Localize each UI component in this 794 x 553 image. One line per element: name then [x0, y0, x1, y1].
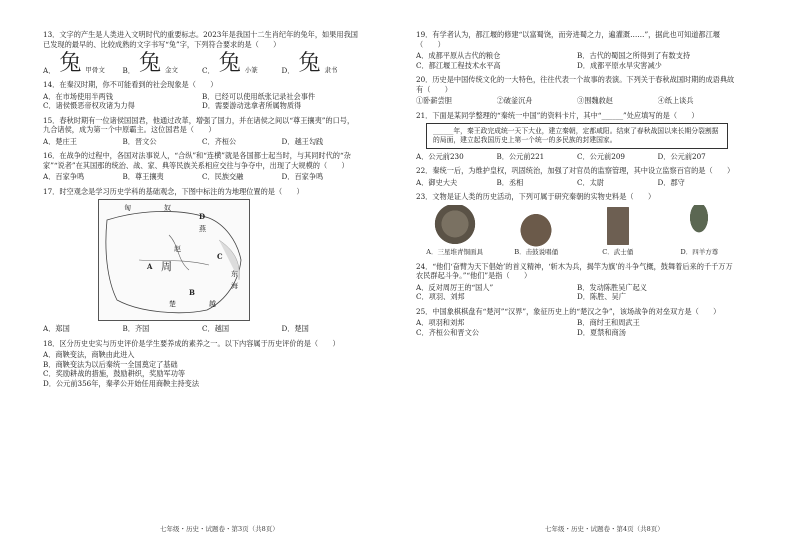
idiom-4[interactable]: ④纸上谈兵: [657, 96, 694, 105]
option-b[interactable]: B．齐国: [122, 324, 150, 333]
glyph-caption: 小篆: [244, 66, 258, 75]
question-stem: 20．历史是中国传统文化的一大特色，往往代表一个故事的表演。下列关于春秋战国时期的成语典故有（ ）: [416, 75, 735, 94]
map-label: 奴: [164, 204, 171, 212]
clerical-script-glyph: 兔: [298, 51, 321, 76]
option-a[interactable]: A．御史大夫: [416, 177, 458, 187]
glyph-caption: 甲骨文: [85, 66, 105, 75]
bronze-mask-image: [431, 205, 479, 247]
option-a[interactable]: A．商鞅变法，商鞅由此进入: [43, 350, 135, 359]
option-a[interactable]: [416, 205, 493, 257]
question-stem: 21．下面是某同学整理的“秦统一中国”的资料卡片，其中“______”处应填写的是（ ）: [416, 110, 699, 120]
idiom-2[interactable]: ②破釜沉舟: [496, 96, 533, 105]
map-label: 海: [231, 282, 238, 290]
map-marker-c: C: [217, 252, 223, 261]
map-label: 周: [161, 260, 172, 273]
question-stem: 16．在战争的过程中，各国对法事说人，“合纵”和“连横”就是各国都士起当时，与其同时代的“杂家”“说者”在其国那的统治、战、家、典等民族关系相应交往与争夺中，出现了大规模的（ ）: [43, 151, 351, 170]
option-a[interactable]: A．项羽和刘邦: [416, 318, 465, 328]
page-footer-left: 七年级・历史・试题卷・第3页（共8页）: [160, 525, 279, 533]
option-d[interactable]: D．越王勾践: [281, 136, 324, 146]
question-21: [416, 111, 738, 162]
option-a[interactable]: A．成都平原从古代的粮仓: [416, 51, 501, 60]
option-d[interactable]: D．夏禁和商汤: [577, 327, 626, 337]
map-label: 燕: [199, 225, 206, 233]
relic-caption: 四羊方尊: [692, 247, 719, 256]
option-c[interactable]: C．齐桓公: [202, 136, 237, 146]
option-d[interactable]: [282, 53, 362, 75]
option-letter: A．: [43, 65, 56, 75]
question-stem: 18．区分历史史实与历史评价是学生要养成的素养之一。以下内容属于历史评价的是（ ）: [43, 338, 340, 348]
question-stem: 22．秦统一后，为维护皇权，巩固统治，加强了对官员的监察管理，其中设立监察百官的是（ ）: [416, 166, 735, 176]
option-b[interactable]: [123, 53, 203, 75]
option-a[interactable]: [43, 53, 123, 75]
question-stem: 24．“他们‘奋臂为天下倡始’的首义精神，‘斩木为兵，揭竿为旗’的斗争气概，鼓舞着后来的千千万万农民群起斗争。”“他们”是指（ ）: [416, 261, 733, 281]
question-stem: 15．春秋时期有一位诸侯国国君，他通过改革，增强了国力，并在诸侯之间以“尊王攘夷”的口号，九合诸侯，成为第一个中原霸主。这位国君是（ ）: [43, 115, 355, 134]
question-18: [43, 339, 361, 389]
option-a[interactable]: A．反对周厉王的“国人”: [416, 282, 494, 292]
left-page: [43, 30, 361, 393]
option-a[interactable]: A．在市场使用半两钱: [43, 91, 113, 101]
question-19: [416, 30, 738, 70]
map-marker-b: B: [189, 288, 195, 297]
map-label: 匈: [124, 204, 131, 212]
option-letter: B．: [514, 247, 526, 256]
option-a[interactable]: A．公元前230: [416, 151, 464, 161]
question-16: [43, 151, 361, 182]
option-c[interactable]: [579, 205, 656, 257]
question-23: [416, 192, 738, 256]
page-footer-right: 七年级・历史・试题卷・第4页（共8页）: [545, 525, 664, 533]
bronze-script-glyph: 兔: [138, 51, 161, 76]
option-c[interactable]: C．项羽、刘邦: [416, 292, 465, 302]
option-a[interactable]: A．楚庄王: [43, 136, 77, 146]
option-d[interactable]: D．成都平原水旱灾害减少: [577, 60, 662, 70]
option-b[interactable]: B．发动陈胜吴广起义: [577, 282, 647, 292]
question-stem: 25．中国象棋棋盘有“楚河”“汉界”，象征历史上的“楚汉之争”，该场战争的对垒双方是（ ）: [416, 306, 721, 316]
option-c[interactable]: C．越国: [202, 324, 230, 333]
storyteller-figurine-image: [512, 205, 560, 247]
option-letter: C．: [202, 65, 215, 75]
four-ram-vessel-image: [681, 205, 717, 247]
option-b[interactable]: B．晋文公: [122, 136, 157, 146]
option-letter: C．: [602, 247, 614, 256]
option-d[interactable]: D．楚国: [281, 324, 309, 333]
question-stem: 14．在秦汉时期，你不可能看到的社会现象是（ ）: [43, 80, 218, 89]
question-stem: 23．文物是证人类的历史活动，下列可属于研究秦朝的实物史料是（ ）: [416, 192, 656, 202]
map-marker-a: A: [147, 262, 153, 271]
option-b[interactable]: [498, 205, 575, 257]
map-marker-d: D: [199, 212, 206, 221]
relic-caption: 击鼓说唱俑: [525, 247, 559, 256]
option-b[interactable]: B．丞相: [496, 177, 524, 187]
warrior-figure-image: [607, 205, 629, 247]
map-label: 越: [209, 300, 216, 308]
option-b[interactable]: B．尊王攘夷: [122, 172, 164, 181]
option-d[interactable]: D．需要游动选拿者所属物质得: [202, 101, 302, 110]
glyph-options: [43, 53, 361, 75]
idiom-3[interactable]: ③围魏救赵: [577, 96, 613, 105]
glyph-caption: 金文: [165, 66, 178, 75]
info-card: ______年，秦王政完成统一天下大业，建立秦朝，定都咸阳。结束了春秋战国以来长期分裂割据的局面，建立起我国历史上第一个统一的多民族的封建国家。: [426, 123, 728, 149]
question-stem: 19．有学者认为，都江堰的修建“以富蜀饶，而旁进蜀之力，遍灌溉……”，据此也可知道都江堰（ ）: [416, 30, 720, 49]
question-13: [43, 30, 361, 75]
question-24: [416, 262, 738, 302]
map-label: 楚: [169, 300, 176, 308]
option-c[interactable]: [202, 53, 282, 75]
option-b[interactable]: B．商鞅变法为以后秦统一全国奠定了基础: [43, 359, 178, 369]
question-22: [416, 166, 738, 187]
option-c[interactable]: C．诸侯慑恶帝权攻诸为力得: [43, 101, 135, 110]
option-d[interactable]: D．陈胜、吴广: [577, 292, 626, 302]
question-stem: 17．时空观念是学习历史学科的基础观念，下图中标注的为地理位置的是（ ）: [43, 186, 304, 196]
option-b[interactable]: B．商纣王和周武王: [577, 318, 640, 328]
question-20: [416, 75, 738, 106]
question-25: [416, 307, 738, 338]
glyph-caption: 隶书: [324, 66, 338, 75]
option-b[interactable]: B．古代的蜀国之所得到了有数支持: [577, 51, 691, 60]
map-label: 赵: [174, 245, 181, 253]
option-c[interactable]: C．齐桓公和晋文公: [416, 327, 480, 337]
question-17: [43, 187, 361, 334]
small-seal-glyph: 兔: [218, 51, 241, 76]
map-label: 东: [231, 270, 238, 278]
relic-caption: 武士俑: [613, 247, 634, 256]
option-letter: B．: [122, 65, 135, 75]
warring-states-map: [98, 199, 250, 321]
option-letter: D．: [281, 65, 295, 75]
option-d[interactable]: D．公元前356年，秦孝公开始任用商鞅主持变法: [43, 378, 200, 388]
relic-caption: 三星堆青铜面具: [437, 247, 483, 256]
option-d[interactable]: D．公元前207: [657, 151, 706, 161]
option-c[interactable]: C．民族交融: [202, 172, 244, 181]
right-page: [416, 30, 738, 342]
option-c[interactable]: C．太尉: [577, 177, 605, 187]
option-b[interactable]: B．公元前221: [496, 151, 545, 161]
oracle-bone-glyph: 兔: [59, 51, 82, 76]
relic-options: [416, 205, 738, 257]
question-15: [43, 116, 361, 147]
option-letter: D．: [680, 247, 693, 256]
option-letter: A．: [426, 247, 438, 256]
option-d[interactable]: [661, 205, 738, 257]
option-c[interactable]: C．都江堰工程技术水平高: [416, 60, 501, 70]
option-d[interactable]: D．百家争鸣: [281, 172, 324, 181]
question-stem: 13．文字的产生是人类进入文明时代的重要标志。2023年是我国十二生肖纪年的兔年，如果用我国已发现的最早的、比较成熟的文字书写“兔”字，下列符合要求的是（ ）: [43, 30, 358, 49]
option-a[interactable]: A．百家争鸣: [43, 172, 85, 181]
option-a[interactable]: A．郑国: [43, 324, 70, 333]
option-b[interactable]: B．已经可以使用纸张记录社会事件: [202, 91, 316, 101]
option-c[interactable]: C．公元前209: [577, 151, 625, 161]
option-c[interactable]: C．奖励耕战的措施，鼓励耕织，奖励军功等: [43, 369, 186, 378]
option-d[interactable]: D．郡守: [657, 177, 685, 187]
idiom-1[interactable]: ①卧薪尝胆: [416, 96, 452, 105]
question-14: [43, 80, 361, 111]
